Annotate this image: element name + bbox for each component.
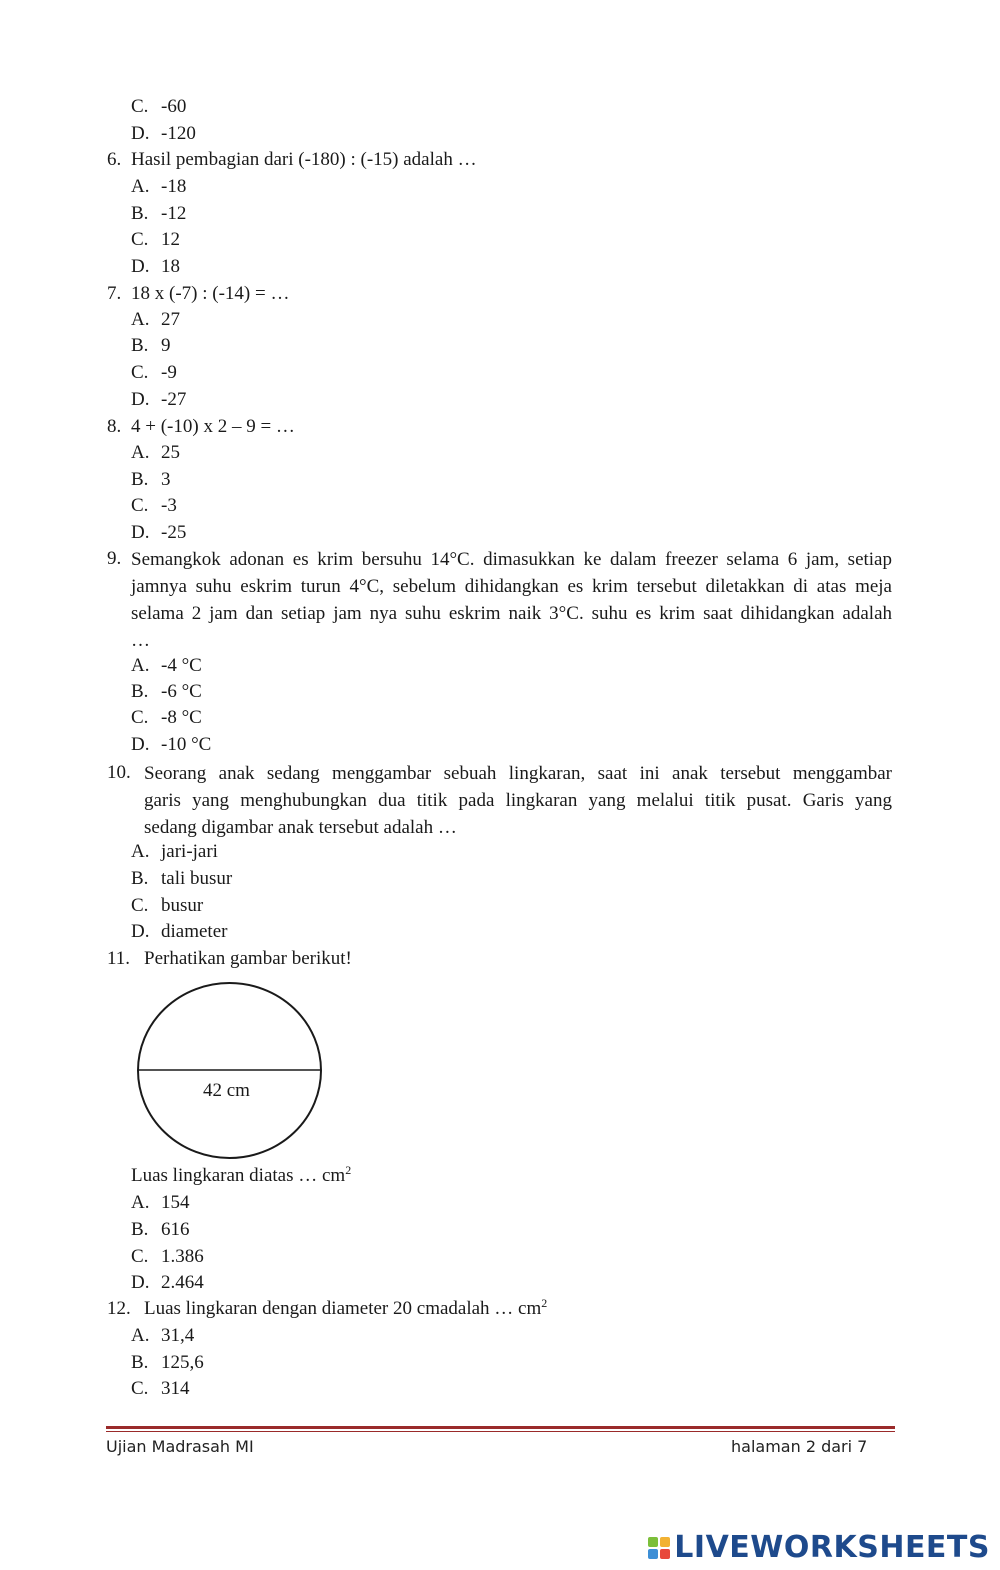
option-a[interactable]: A. 31,4 (131, 1325, 195, 1346)
footer-rule (106, 1426, 895, 1429)
footer-title: Ujian Madrasah MI (106, 1437, 254, 1456)
question-9-number: 9. (107, 548, 122, 569)
liveworksheets-logo[interactable] (648, 1530, 990, 1565)
option-d[interactable]: D. 18 (131, 256, 180, 277)
option-b[interactable]: B. -12 (131, 203, 187, 224)
question-9-text: Semangkok adonan es krim bersuhu 14°C. dimasukkan ke dalam freezer selama 6 jam, setiap jamnya suhu eskrim turun 4°C, sebelum dihidangkan es krim tersebut diletakkan di atas meja selama 2 jam dan setiap jam nya suhu eskrim naik 3°C. suhu es krim saat dihidangkan adalah … (131, 549, 892, 651)
question-8: 8. 4 + (-10) x 2 – 9 = … (107, 416, 295, 437)
option-c[interactable]: C. -60 (131, 96, 187, 117)
option-c[interactable]: C. -9 (131, 362, 177, 383)
logo-grid-icon (648, 1537, 670, 1559)
diameter-label: 42 cm (203, 1080, 250, 1101)
option-b[interactable]: B. -6 °C (131, 681, 202, 702)
question-7: 7. 18 x (-7) : (-14) = … (107, 283, 290, 304)
option-d[interactable]: D. -120 (131, 123, 196, 144)
footer-rule-thin (106, 1431, 895, 1432)
option-d[interactable]: D. 2.464 (131, 1272, 204, 1293)
option-a[interactable]: A. -4 °C (131, 655, 202, 676)
brand-name: LIVEWORKSHEETS (674, 1530, 990, 1565)
option-c[interactable]: C. busur (131, 895, 204, 916)
option-c[interactable]: C. 12 (131, 229, 180, 250)
option-a[interactable]: A. -18 (131, 176, 187, 197)
option-a[interactable]: A. jari-jari (131, 841, 218, 862)
page-number: halaman 2 dari 7 (731, 1437, 868, 1456)
circle-figure (130, 978, 330, 1168)
option-b[interactable]: B. 616 (131, 1219, 190, 1240)
question-6: 6. Hasil pembagian dari (-180) : (-15) adalah … (107, 149, 477, 170)
option-b[interactable]: B. 3 (131, 469, 171, 490)
option-c[interactable]: C. 1.386 (131, 1246, 204, 1267)
option-b[interactable]: B. 9 (131, 335, 171, 356)
option-a[interactable]: A. 25 (131, 442, 180, 463)
option-b[interactable]: B. 125,6 (131, 1352, 204, 1373)
question-10-number: 10. (107, 762, 131, 783)
option-d[interactable]: D. -10 °C (131, 734, 212, 755)
option-d[interactable]: D. diameter (131, 921, 228, 942)
question-10-text: Seorang anak sedang menggambar sebuah lingkaran, saat ini anak tersebut menggambar garis yang menghubungkan dua titik pada lingkaran yang melalui titik pusat. Garis yang sedang digambar anak tersebut adalah … (144, 763, 892, 838)
option-d[interactable]: D. -25 (131, 522, 187, 543)
option-c[interactable]: C. 314 (131, 1378, 190, 1399)
question-12: 12. Luas lingkaran dengan diameter 20 cmadalah … $cm^2$ (107, 1296, 548, 1319)
option-c[interactable]: C. -3 (131, 495, 177, 516)
option-a[interactable]: A. 27 (131, 309, 180, 330)
option-d[interactable]: D. -27 (131, 389, 187, 410)
question-11: 11. Perhatikan gambar berikut! (107, 948, 352, 969)
option-c[interactable]: C. -8 °C (131, 707, 202, 728)
option-a[interactable]: A. 154 (131, 1192, 190, 1213)
question-11-prompt: Luas lingkaran diatas … $cm^2$ (131, 1163, 352, 1186)
option-b[interactable]: B. tali busur (131, 868, 233, 889)
